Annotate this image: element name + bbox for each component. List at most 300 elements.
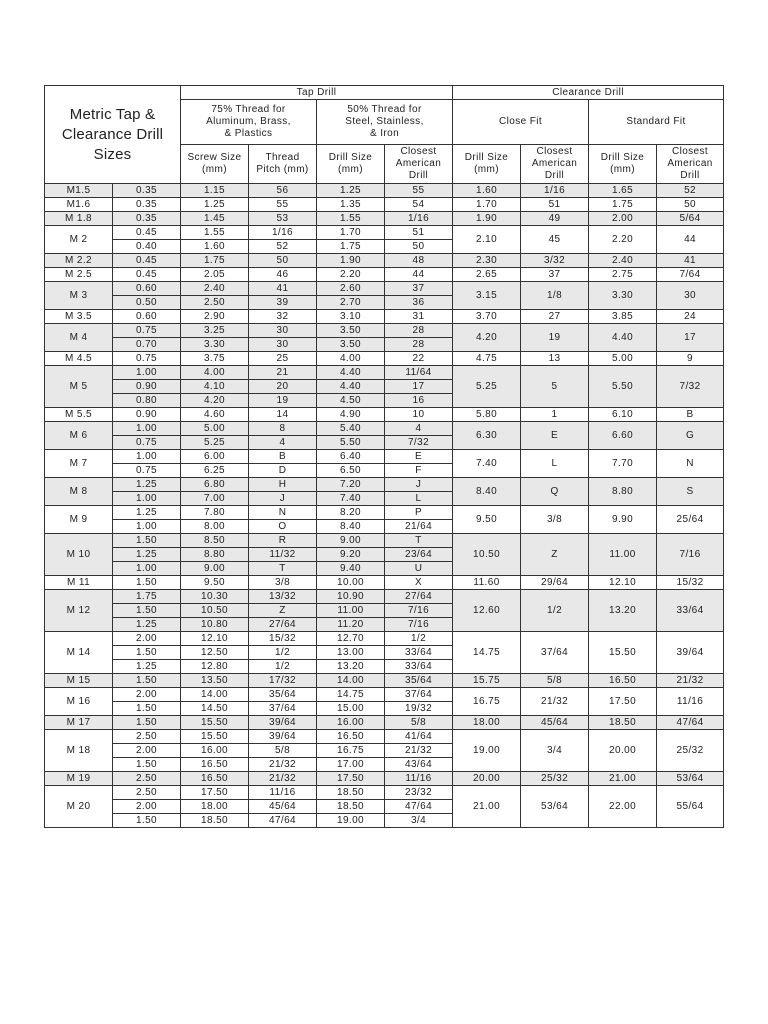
thread-pitch-cell: 1.25	[113, 506, 181, 520]
thread-pitch-cell: 2.50	[113, 772, 181, 786]
screw-size-cell: M 2	[45, 226, 113, 254]
tap50-american-cell: 16	[385, 394, 453, 408]
thread-pitch-cell: 0.90	[113, 408, 181, 422]
thread-pitch-cell: 1.25	[113, 548, 181, 562]
thread-pitch-cell: 0.75	[113, 352, 181, 366]
thread-pitch-cell: 1.50	[113, 702, 181, 716]
standard-fit-drill-size-cell: 18.50	[589, 716, 657, 730]
tap75-drill-size-cell: 18.50	[181, 814, 249, 828]
standard-fit-drill-size-cell: 6.10	[589, 408, 657, 422]
tap50-drill-size-cell: 2.60	[317, 282, 385, 296]
tap75-american-cell: 41	[249, 282, 317, 296]
close-fit-american-cell: 1/2	[521, 590, 589, 632]
tap75-american-cell: 21/32	[249, 758, 317, 772]
screw-size-cell: M 8	[45, 478, 113, 506]
standard-fit-drill-size-cell: 5.50	[589, 366, 657, 408]
tap50-american-cell: 21/64	[385, 520, 453, 534]
close-fit-american-cell: 37/64	[521, 632, 589, 674]
tap75-drill-size-cell: 16.50	[181, 772, 249, 786]
standard-fit-american-cell: 53/64	[657, 772, 724, 786]
tap50-american-cell: 3/4	[385, 814, 453, 828]
tap75-american-cell: 50	[249, 254, 317, 268]
thread-50-header	[317, 100, 453, 145]
standard-fit-american-cell: 17	[657, 324, 724, 352]
tap50-drill-size-cell: 15.00	[317, 702, 385, 716]
tap75-drill-size-cell: 14.00	[181, 688, 249, 702]
tap50-american-cell: 51	[385, 226, 453, 240]
tap50-american-cell: 50	[385, 240, 453, 254]
close-fit-drill-size-cell: 3.70	[453, 310, 521, 324]
tap75-american-cell: 1/2	[249, 660, 317, 674]
tap75-drill-size-cell: 2.40	[181, 282, 249, 296]
standard-fit-drill-size-cell: 5.00	[589, 352, 657, 366]
close-fit-drill-size-cell: 2.30	[453, 254, 521, 268]
tap50-drill-size-cell: 14.75	[317, 688, 385, 702]
tap75-drill-size-cell: 13.50	[181, 674, 249, 688]
screw-size-cell: M 20	[45, 786, 113, 828]
tap50-american-cell: 7/16	[385, 604, 453, 618]
table-row	[45, 534, 724, 548]
tap75-american-cell: 19	[249, 394, 317, 408]
tap75-drill-size-cell: 12.80	[181, 660, 249, 674]
thread-pitch-cell: 0.45	[113, 268, 181, 282]
metric-tap-clearance-table	[44, 85, 724, 828]
screw-size-cell: M 7	[45, 450, 113, 478]
tap50-drill-size-cell: 13.00	[317, 646, 385, 660]
standard-fit-american-cell: 5/64	[657, 212, 724, 226]
standard-fit-american-cell: 39/64	[657, 632, 724, 674]
tap50-drill-size-cell: 3.50	[317, 338, 385, 352]
tap50-drill-size-cell: 8.20	[317, 506, 385, 520]
thread-pitch-cell: 0.75	[113, 464, 181, 478]
tap75-drill-size-cell: 14.50	[181, 702, 249, 716]
header-line: Pitch (mm)	[256, 164, 309, 175]
standard-fit-header: Standard Fit	[589, 100, 724, 145]
tap75-american-cell: 39	[249, 296, 317, 310]
tap75-american-cell: 3/8	[249, 576, 317, 590]
thread-pitch-cell: 2.00	[113, 632, 181, 646]
close-fit-american-cell: 3/32	[521, 254, 589, 268]
standard-fit-american-cell: 55/64	[657, 786, 724, 828]
thread-pitch-cell: 1.50	[113, 576, 181, 590]
tap75-drill-size-cell: 12.10	[181, 632, 249, 646]
thread-pitch-cell: 1.00	[113, 422, 181, 436]
tap75-drill-size-cell: 1.55	[181, 226, 249, 240]
close-fit-american-cell: 53/64	[521, 786, 589, 828]
tap75-drill-size-cell: 2.90	[181, 310, 249, 324]
tap75-american-cell: 37/64	[249, 702, 317, 716]
tap75-american-cell: 27/64	[249, 618, 317, 632]
tap50-american-cell: 11/64	[385, 366, 453, 380]
thread-pitch-cell: 0.40	[113, 240, 181, 254]
thread-pitch-cell: 2.00	[113, 800, 181, 814]
table-row	[45, 198, 724, 212]
tap50-american-cell: L	[385, 492, 453, 506]
header-line: American	[395, 158, 442, 169]
tap50-drill-size-cell: 19.00	[317, 814, 385, 828]
close-fit-drill-size-cell: 1.60	[453, 184, 521, 198]
tap75-drill-size-cell: 2.05	[181, 268, 249, 282]
tap50-american-cell: 19/32	[385, 702, 453, 716]
tap75-american-cell: 47/64	[249, 814, 317, 828]
tap50-drill-size-cell: 1.70	[317, 226, 385, 240]
screw-size-header	[181, 145, 249, 184]
table-row	[45, 576, 724, 590]
tap75-american-cell: Z	[249, 604, 317, 618]
tap50-drill-size-cell: 18.50	[317, 786, 385, 800]
close-fit-american-cell: 25/32	[521, 772, 589, 786]
standard-fit-american-cell: N	[657, 450, 724, 478]
tap50-drill-size-cell: 7.40	[317, 492, 385, 506]
screw-size-cell: M 19	[45, 772, 113, 786]
standard-fit-american-cell: 52	[657, 184, 724, 198]
standard-fit-drill-size-cell: 21.00	[589, 772, 657, 786]
header-line: (mm)	[610, 164, 635, 175]
thread-pitch-cell: 0.70	[113, 338, 181, 352]
screw-size-cell: M 2.5	[45, 268, 113, 282]
tap50-american-cell: 43/64	[385, 758, 453, 772]
tap75-drill-size-cell: 8.80	[181, 548, 249, 562]
table-row	[45, 366, 724, 380]
tap50-american-cell: P	[385, 506, 453, 520]
tap75-american-cell: 20	[249, 380, 317, 394]
tap50-drill-size-cell: 9.40	[317, 562, 385, 576]
tap50-american-cell: 7/16	[385, 618, 453, 632]
table-row	[45, 184, 724, 198]
close-fit-american-cell: L	[521, 450, 589, 478]
tap50-drill-size-cell: 4.90	[317, 408, 385, 422]
tap50-drill-size-cell: 6.50	[317, 464, 385, 478]
table-row	[45, 408, 724, 422]
tap75-american-cell: N	[249, 506, 317, 520]
tap75-drill-size-cell: 7.00	[181, 492, 249, 506]
header-line: (mm)	[338, 164, 363, 175]
standard-fit-drill-size-cell: 16.50	[589, 674, 657, 688]
table-row	[45, 786, 724, 800]
tap75-drill-size-cell: 2.50	[181, 296, 249, 310]
thread-pitch-cell: 1.50	[113, 534, 181, 548]
thread-pitch-cell: 0.60	[113, 282, 181, 296]
close-fit-header: Close Fit	[453, 100, 589, 145]
screw-size-cell: M 3.5	[45, 310, 113, 324]
tap75-american-cell: 55	[249, 198, 317, 212]
tap75-american-cell: 5/8	[249, 744, 317, 758]
close-fit-american-cell: 1	[521, 408, 589, 422]
table-row	[45, 324, 724, 338]
screw-size-cell: M 10	[45, 534, 113, 576]
title-line: Sizes	[93, 145, 132, 163]
close-fit-american-cell: 1/16	[521, 184, 589, 198]
tap50-american-cell: 37	[385, 282, 453, 296]
screw-size-cell: M 12	[45, 590, 113, 632]
tap75-american-cell: 21/32	[249, 772, 317, 786]
tap75-drill-size-cell: 4.20	[181, 394, 249, 408]
tap50-american-cell: 22	[385, 352, 453, 366]
tap75-drill-size-cell: 5.25	[181, 436, 249, 450]
tap50-drill-size-cell: 16.00	[317, 716, 385, 730]
standard-fit-american-cell: 47/64	[657, 716, 724, 730]
tap75-american-cell: H	[249, 478, 317, 492]
thread-pitch-cell: 1.00	[113, 366, 181, 380]
tap75-drill-size-cell: 8.50	[181, 534, 249, 548]
tap75-drill-size-cell: 16.50	[181, 758, 249, 772]
screw-size-cell: M 4.5	[45, 352, 113, 366]
thread-pitch-cell: 1.50	[113, 674, 181, 688]
thread-pitch-cell: 1.50	[113, 646, 181, 660]
tap75-american-cell: 39/64	[249, 716, 317, 730]
standard-fit-drill-size-cell: 4.40	[589, 324, 657, 352]
tap75-american-cell: D	[249, 464, 317, 478]
tap50-american-cell: 28	[385, 338, 453, 352]
tap75-american-cell: 45/64	[249, 800, 317, 814]
tap75-american-cell: 1/2	[249, 646, 317, 660]
tap-drill-header: Tap Drill	[181, 86, 453, 100]
standard-fit-drill-size-cell: 3.30	[589, 282, 657, 310]
close-fit-american-cell: 19	[521, 324, 589, 352]
table-row	[45, 254, 724, 268]
table-row	[45, 422, 724, 436]
tap50-drill-size-cell: 5.40	[317, 422, 385, 436]
close-fit-drill-size-cell: 2.65	[453, 268, 521, 282]
tap75-american-cell: 21	[249, 366, 317, 380]
thread-pitch-cell: 1.25	[113, 478, 181, 492]
tap75-american-cell: 53	[249, 212, 317, 226]
tap75-drill-size-cell: 10.30	[181, 590, 249, 604]
standard-fit-drill-size-cell: 6.60	[589, 422, 657, 450]
close-fit-drill-size-cell: 16.75	[453, 688, 521, 716]
tap50-drill-size-cell: 3.10	[317, 310, 385, 324]
drill-size-header	[317, 145, 385, 184]
thread-pitch-cell: 0.45	[113, 254, 181, 268]
thread-pitch-cell: 1.00	[113, 562, 181, 576]
standard-fit-american-cell: 11/16	[657, 688, 724, 716]
tap50-american-cell: J	[385, 478, 453, 492]
close-fit-drill-size-cell: 14.75	[453, 632, 521, 674]
screw-size-cell: M 14	[45, 632, 113, 674]
close-fit-drill-size-cell: 20.00	[453, 772, 521, 786]
tap50-drill-size-cell: 4.40	[317, 380, 385, 394]
tap50-american-cell: X	[385, 576, 453, 590]
header-line: 75% Thread for	[211, 104, 286, 115]
close-fit-drill-size-cell: 11.60	[453, 576, 521, 590]
closest-american-header	[521, 145, 589, 184]
tap75-drill-size-cell: 4.60	[181, 408, 249, 422]
table-row	[45, 226, 724, 240]
standard-fit-american-cell: 25/64	[657, 506, 724, 534]
standard-fit-american-cell: 30	[657, 282, 724, 310]
standard-fit-drill-size-cell: 22.00	[589, 786, 657, 828]
tap50-drill-size-cell: 2.20	[317, 268, 385, 282]
standard-fit-american-cell: G	[657, 422, 724, 450]
tap50-american-cell: 35/64	[385, 674, 453, 688]
close-fit-drill-size-cell: 2.10	[453, 226, 521, 254]
thread-pitch-cell: 2.50	[113, 730, 181, 744]
standard-fit-american-cell: B	[657, 408, 724, 422]
close-fit-drill-size-cell: 15.75	[453, 674, 521, 688]
clearance-drill-header: Clearance Drill	[453, 86, 724, 100]
screw-size-cell: M 2.2	[45, 254, 113, 268]
header-line: Closest	[536, 146, 573, 157]
tap75-drill-size-cell: 6.00	[181, 450, 249, 464]
thread-pitch-cell: 1.50	[113, 758, 181, 772]
header-line: Drill Size	[464, 152, 509, 163]
thread-pitch-cell: 0.45	[113, 226, 181, 240]
tap75-drill-size-cell: 15.50	[181, 730, 249, 744]
tap75-american-cell: 25	[249, 352, 317, 366]
table-title	[45, 86, 181, 184]
standard-fit-drill-size-cell: 20.00	[589, 730, 657, 772]
header-line: American	[531, 158, 578, 169]
header-line: Screw Size	[187, 152, 242, 163]
tap50-american-cell: 10	[385, 408, 453, 422]
standard-fit-american-cell: 15/32	[657, 576, 724, 590]
thread-pitch-cell: 1.00	[113, 492, 181, 506]
table-row	[45, 632, 724, 646]
tap75-drill-size-cell: 4.00	[181, 366, 249, 380]
close-fit-american-cell: 45/64	[521, 716, 589, 730]
table-row	[45, 506, 724, 520]
tap75-drill-size-cell: 10.50	[181, 604, 249, 618]
tap50-american-cell: 23/32	[385, 786, 453, 800]
tap75-drill-size-cell: 15.50	[181, 716, 249, 730]
tap50-drill-size-cell: 6.40	[317, 450, 385, 464]
tap50-drill-size-cell: 17.50	[317, 772, 385, 786]
thread-pitch-cell: 0.35	[113, 212, 181, 226]
header-line: 50% Thread for	[347, 104, 422, 115]
tap50-american-cell: 36	[385, 296, 453, 310]
tap50-american-cell: 5/8	[385, 716, 453, 730]
screw-size-cell: M 15	[45, 674, 113, 688]
tap50-american-cell: F	[385, 464, 453, 478]
standard-fit-drill-size-cell: 1.75	[589, 198, 657, 212]
tap75-american-cell: 13/32	[249, 590, 317, 604]
thread-pitch-cell: 1.00	[113, 520, 181, 534]
screw-size-cell: M 4	[45, 324, 113, 352]
tap75-american-cell: 1/16	[249, 226, 317, 240]
table-row	[45, 268, 724, 282]
tap50-drill-size-cell: 4.50	[317, 394, 385, 408]
standard-fit-drill-size-cell: 12.10	[589, 576, 657, 590]
close-fit-american-cell: Q	[521, 478, 589, 506]
close-fit-american-cell: 3/8	[521, 506, 589, 534]
table-row	[45, 282, 724, 296]
tap50-drill-size-cell: 7.20	[317, 478, 385, 492]
screw-size-cell: M 17	[45, 716, 113, 730]
thread-pitch-cell: 0.35	[113, 198, 181, 212]
screw-size-cell: M 18	[45, 730, 113, 772]
standard-fit-american-cell: 21/32	[657, 674, 724, 688]
thread-pitch-cell: 2.00	[113, 688, 181, 702]
screw-size-cell: M 16	[45, 688, 113, 716]
tap50-american-cell: 55	[385, 184, 453, 198]
table-row	[45, 688, 724, 702]
tap75-american-cell: 30	[249, 338, 317, 352]
thread-pitch-cell: 1.75	[113, 590, 181, 604]
tap50-drill-size-cell: 14.00	[317, 674, 385, 688]
close-fit-drill-size-cell: 9.50	[453, 506, 521, 534]
tap75-drill-size-cell: 5.00	[181, 422, 249, 436]
header-line: (mm)	[202, 164, 227, 175]
standard-fit-drill-size-cell: 17.50	[589, 688, 657, 716]
tap75-american-cell: 4	[249, 436, 317, 450]
thread-pitch-cell: 2.50	[113, 786, 181, 800]
header-line: Drill	[680, 170, 700, 181]
tap75-drill-size-cell: 1.15	[181, 184, 249, 198]
close-fit-drill-size-cell: 4.75	[453, 352, 521, 366]
tap50-drill-size-cell: 4.00	[317, 352, 385, 366]
tap50-american-cell: E	[385, 450, 453, 464]
thread-pitch-cell: 1.50	[113, 814, 181, 828]
table-row	[45, 310, 724, 324]
close-fit-drill-size-cell: 6.30	[453, 422, 521, 450]
tap75-american-cell: 56	[249, 184, 317, 198]
standard-fit-american-cell: 33/64	[657, 590, 724, 632]
header-line: Closest	[400, 146, 437, 157]
close-fit-american-cell: E	[521, 422, 589, 450]
standard-fit-american-cell: 25/32	[657, 730, 724, 772]
tap75-drill-size-cell: 3.25	[181, 324, 249, 338]
header-line: Aluminum, Brass,	[206, 116, 291, 127]
close-fit-drill-size-cell: 10.50	[453, 534, 521, 576]
screw-size-cell: M 11	[45, 576, 113, 590]
tap50-american-cell: 17	[385, 380, 453, 394]
tap75-drill-size-cell: 3.30	[181, 338, 249, 352]
standard-fit-drill-size-cell: 11.00	[589, 534, 657, 576]
tap50-american-cell: 28	[385, 324, 453, 338]
table-row	[45, 212, 724, 226]
tap75-american-cell: O	[249, 520, 317, 534]
drill-size-header	[589, 145, 657, 184]
tap50-drill-size-cell: 16.75	[317, 744, 385, 758]
tap50-american-cell: 1/16	[385, 212, 453, 226]
close-fit-drill-size-cell: 1.90	[453, 212, 521, 226]
header-line: Steel, Stainless,	[345, 116, 424, 127]
thread-pitch-cell: 1.00	[113, 450, 181, 464]
header-line: Drill Size	[600, 152, 645, 163]
tap50-american-cell: 23/64	[385, 548, 453, 562]
tap50-american-cell: 21/32	[385, 744, 453, 758]
tap50-drill-size-cell: 1.90	[317, 254, 385, 268]
tap50-drill-size-cell: 8.40	[317, 520, 385, 534]
tap50-drill-size-cell: 17.00	[317, 758, 385, 772]
tap50-drill-size-cell: 13.20	[317, 660, 385, 674]
tap75-american-cell: 30	[249, 324, 317, 338]
tap50-drill-size-cell: 4.40	[317, 366, 385, 380]
tap75-american-cell: 46	[249, 268, 317, 282]
tap50-american-cell: U	[385, 562, 453, 576]
standard-fit-drill-size-cell: 9.90	[589, 506, 657, 534]
tap50-american-cell: 33/64	[385, 660, 453, 674]
title-line: Metric Tap &	[69, 105, 156, 123]
header-line: & Iron	[369, 128, 400, 139]
drill-size-header	[453, 145, 521, 184]
standard-fit-american-cell: 41	[657, 254, 724, 268]
close-fit-drill-size-cell: 5.80	[453, 408, 521, 422]
close-fit-american-cell: 21/32	[521, 688, 589, 716]
tap50-american-cell: 4	[385, 422, 453, 436]
tap50-drill-size-cell: 1.35	[317, 198, 385, 212]
tap75-american-cell: 39/64	[249, 730, 317, 744]
tap50-drill-size-cell: 16.50	[317, 730, 385, 744]
table-row	[45, 716, 724, 730]
standard-fit-drill-size-cell: 1.65	[589, 184, 657, 198]
tap50-american-cell: 44	[385, 268, 453, 282]
tap75-american-cell: 11/16	[249, 786, 317, 800]
tap75-drill-size-cell: 1.60	[181, 240, 249, 254]
standard-fit-american-cell: 24	[657, 310, 724, 324]
tap50-drill-size-cell: 10.90	[317, 590, 385, 604]
tap75-american-cell: 32	[249, 310, 317, 324]
